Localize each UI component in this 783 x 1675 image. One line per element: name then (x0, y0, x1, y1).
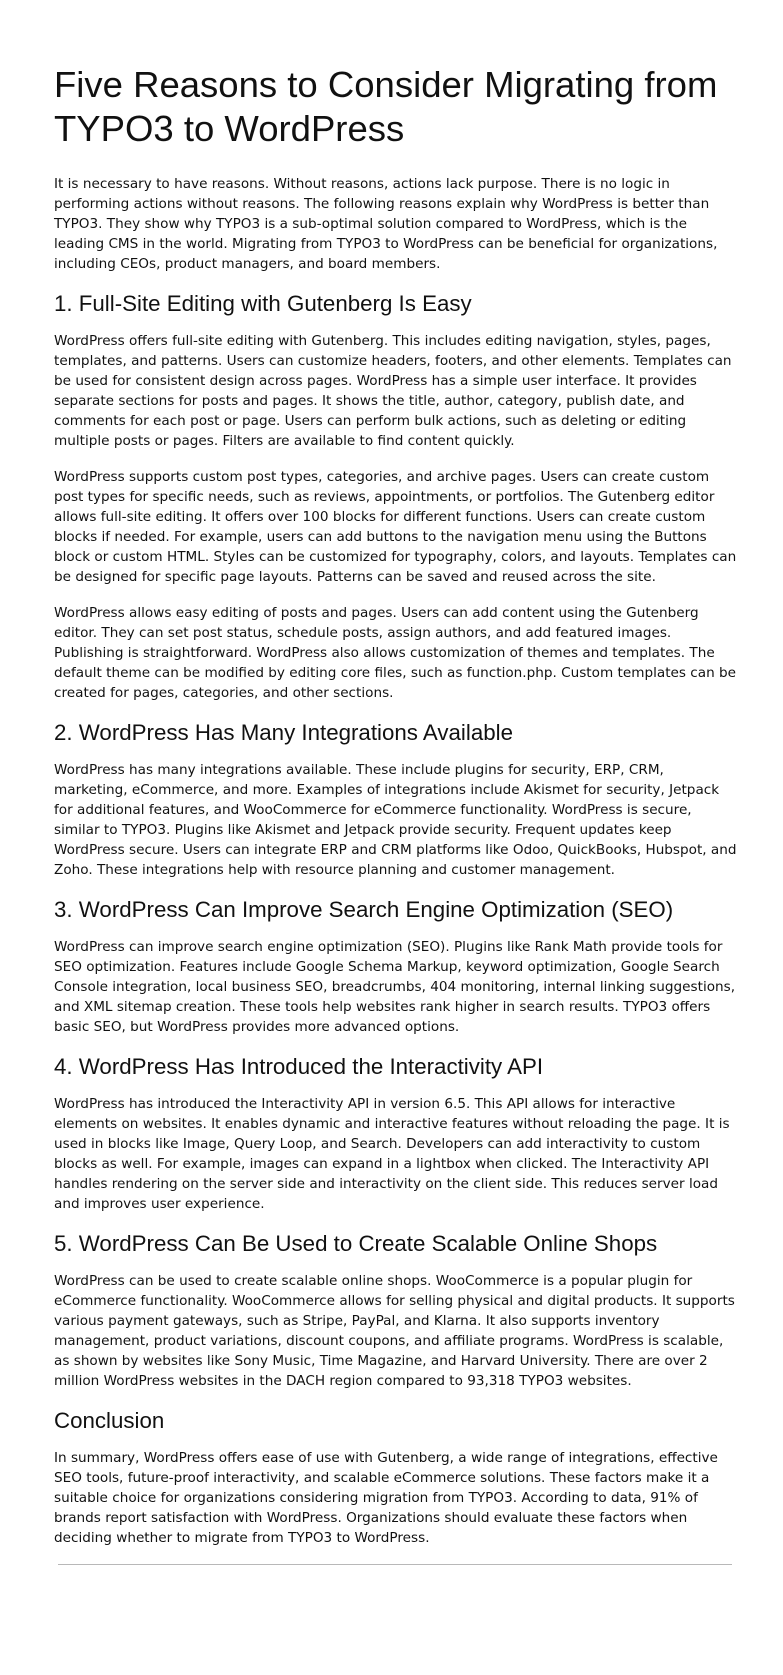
section-paragraph: WordPress can improve search engine optimization (SEO). Plugins like Rank Math provide tools for SEO optimization. Features include Google Schema Markup, keyword optimization, Google Search Console integration, local business SEO, breadcrumbs, 404 monitoring, internal linking suggestions, and XML sitemap creation. These tools help websites rank higher in search results. TYPO3 offers basic SEO, but WordPress provides more advanced options. (54, 939, 736, 1035)
section-paragraph: WordPress has many integrations available. These include plugins for security, ERP, CRM, marketing, eCommerce, and more. Examples of integrations include Akismet for security, Jetpack for additional features, and WooCommerce for eCommerce functionality. WordPress is secure, similar to TYPO3. Plugins like Akismet and Jetpack provide security. Frequent updates keep WordPress secure. Users can integrate ERP and CRM platforms like Odoo, QuickBooks, Hubspot, and Zoho. These integrations help with resource planning and customer management. (54, 762, 737, 878)
section-integrations (54, 719, 783, 880)
section-paragraph: WordPress offers full-site editing with Gutenberg. This includes editing navigation, styles, pages, templates, and patterns. Users can customize headers, footers, and other elements. Templates can be used for consistent design across pages. WordPress has a simple user interface. It provides separate sections for posts and pages. It shows the title, author, category, publish date, and comments for each post or page. Users can perform bulk actions, such as deleting or editing multiple posts or pages. Filters are available to find content quickly. (54, 333, 732, 449)
section-full-site-editing (54, 290, 783, 703)
section-conclusion (54, 1407, 783, 1548)
section-interactivity-api (54, 1053, 783, 1214)
section-paragraph: WordPress can be used to create scalable online shops. WooCommerce is a popular plugin for eCommerce functionality. WooCommerce allows for selling physical and digital products. It supports various payment gateways, such as Stripe, PayPal, and Klarna. It also supports inventory management, product variations, discount coupons, and affiliate programs. WordPress is scalable, as shown by websites like Sony Music, Time Magazine, and Harvard University. There are over 2 million WordPress websites in the DACH region compared to 93,318 TYPO3 websites. (54, 1273, 735, 1389)
section-seo (54, 896, 783, 1037)
section-heading: 5. WordPress Can Be Used to Create Scalable Online Shops (54, 1231, 658, 1256)
section-heading: 3. WordPress Can Improve Search Engine Optimization (SEO) (54, 897, 674, 922)
section-heading: 4. WordPress Has Introduced the Interactivity API (54, 1054, 544, 1079)
section-paragraph: In summary, WordPress offers ease of use with Gutenberg, a wide range of integrations, effective SEO tools, future-proof interactivity, and scalable eCommerce solutions. These factors make it a suitable choice for organizations considering migration from TYPO3. According to data, 91% of brands report satisfaction with WordPress. Organizations should evaluate these factors when deciding whether to migrate from TYPO3 to WordPress. (54, 1450, 718, 1546)
intro-paragraph: It is necessary to have reasons. Without reasons, actions lack purpose. There is no logic in performing actions without reasons. The following reasons explain why WordPress is better than TYPO3. They show why TYPO3 is a sub-optimal solution compared to WordPress, which is the leading CMS in the world. Migrating from TYPO3 to WordPress can be beneficial for organizations, including CEOs, product managers, and board members. (54, 176, 718, 272)
page-title: Five Reasons to Consider Migrating from TYPO3 to WordPress (54, 64, 718, 149)
section-heading: 2. WordPress Has Many Integrations Available (54, 720, 513, 745)
section-heading: Conclusion (54, 1408, 165, 1433)
section-paragraph: WordPress has introduced the Interactivity API in version 6.5. This API allows for interactive elements on websites. It enables dynamic and interactive features without reloading the page. It is used in blocks like Image, Query Loop, and Search. Developers can add interactivity to custom blocks as well. For example, images can expand in a lightbox when clicked. The Interactivity API handles rendering on the server side and interactivity on the client side. This reduces server load and improves user experience. (54, 1096, 730, 1212)
section-online-shops (54, 1230, 783, 1391)
section-paragraph: WordPress supports custom post types, categories, and archive pages. Users can create custom post types for specific needs, such as reviews, appointments, or portfolios. The Gutenberg editor allows full-site editing. It offers over 100 blocks for different functions. Users can create custom blocks if needed. For example, users can add buttons to the navigation menu using the Buttons block or custom HTML. Styles can be customized for typography, colors, and layouts. Templates can be designed for specific page layouts. Patterns can be saved and reused across the site. (54, 469, 737, 585)
section-heading: 1. Full-Site Editing with Gutenberg Is Easy (54, 291, 472, 316)
section-paragraph: WordPress allows easy editing of posts and pages. Users can add content using the Gutenberg editor. They can set post status, schedule posts, assign authors, and add featured images. Publishing is straightforward. WordPress also allows customization of themes and templates. The default theme can be modified by editing core files, such as function.php. Custom templates can be created for pages, categories, and other sections. (54, 605, 737, 701)
footer-divider (58, 1564, 732, 1565)
